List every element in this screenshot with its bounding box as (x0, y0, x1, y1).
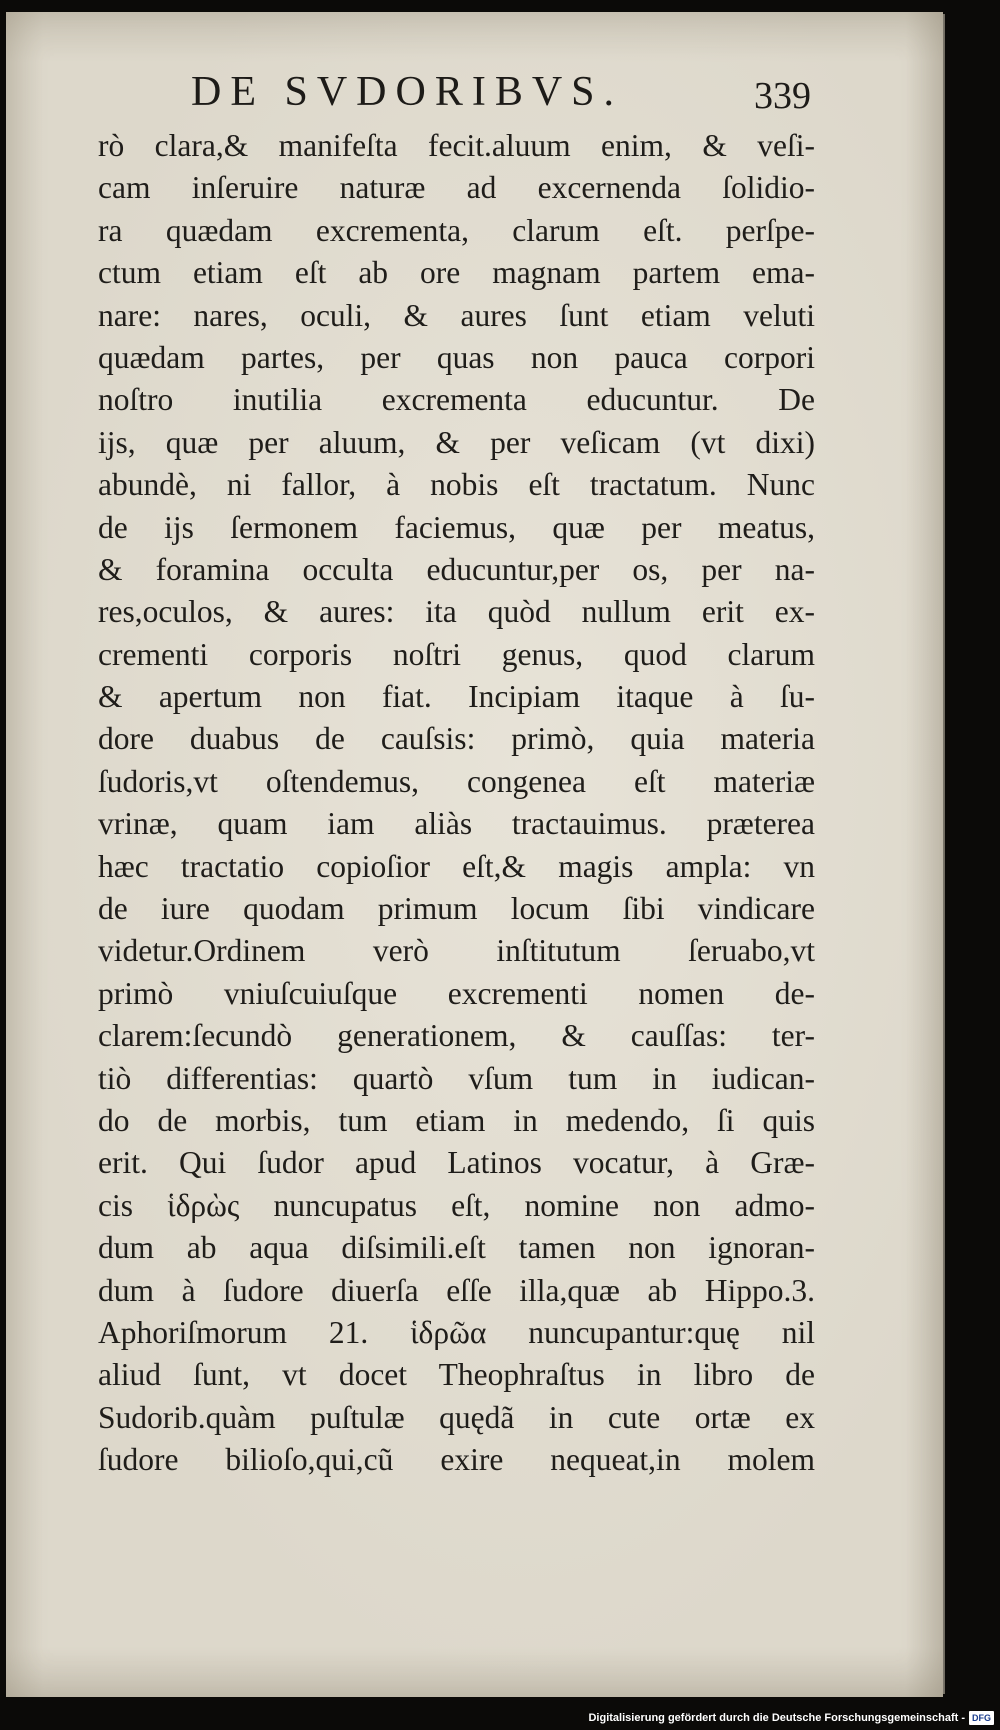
text-line: Sudorib.quàm puſtulæ quędã in cute ortæ ex (98, 1399, 815, 1435)
text-line: videtur.Ordinem verò inſtitutum ſeruabo,vt (98, 933, 815, 969)
book-page (6, 12, 943, 1697)
text-line: dore duabus de cauſsis: primò, quia materia (98, 721, 815, 757)
text-line: primò vniuſcuiuſque excrementi nomen de- (98, 975, 815, 1011)
text-line: hæc tractatio copioſior eſt,& magis ampla: vn (98, 848, 815, 884)
text-line: clarem:ſecundò generationem, & cauſſas: ter- (98, 1018, 815, 1054)
text-line: do de morbis, tum etiam in medendo, ſi quis (98, 1102, 815, 1138)
text-line: nare: nares, oculi, & aures ſunt etiam veluti (98, 297, 815, 333)
text-line: quædam partes, per quas non pauca corpori (98, 339, 815, 375)
funding-credit: Digitalisierung gefördert durch die Deutsche Forschungsgemeinschaft - (588, 1712, 965, 1724)
dfg-logo: DFG (969, 1711, 994, 1725)
text-line: aliud ſunt, vt docet Theophraſtus in libro de (98, 1357, 815, 1393)
text-line: & apertum non fiat. Incipiam itaque à ſu- (98, 679, 815, 715)
text-line: vrinæ, quam iam aliàs tractauimus. præterea (98, 806, 815, 842)
text-line: dum ab aqua diſsimili.eſt tamen non ignoran- (98, 1230, 815, 1266)
text-line: ctum etiam eſt ab ore magnam partem ema- (98, 255, 815, 291)
text-line: ſudoris,vt oſtendemus, congenea eſt materiæ (98, 763, 815, 799)
page-header (6, 62, 943, 122)
body-text (98, 125, 815, 1482)
text-line: erit. Qui ſudor apud Latinos vocatur, à Græ- (98, 1145, 815, 1181)
text-line: Aphoriſmorum 21. ἱδρῶα nuncupantur:quę nil (98, 1314, 815, 1350)
text-line: ſudore bilioſo,qui,cũ exire nequeat,in molem (98, 1442, 815, 1478)
text-line: noſtro inutilia excrementa educuntur. De (98, 382, 815, 418)
text-line: cis ἱδρὼς nuncupatus eſt, nomine non admo- (98, 1187, 815, 1223)
text-line: de iure quodam primum locum ſibi vindicare (98, 891, 815, 927)
text-line: rò clara,& manifeſta fecit.aluum enim, & veſi- (98, 128, 815, 163)
page-number: 339 (754, 75, 811, 117)
running-title: DE SVDORIBVS. (191, 69, 624, 115)
text-line: ra quædam excrementa, clarum eſt. perſpe- (98, 212, 815, 248)
text-line: abundè, ni fallor, à nobis eſt tractatum. Nunc (98, 467, 815, 503)
text-line: res,oculos, & aures: ita quòd nullum erit ex- (98, 594, 815, 630)
text-line: crementi corporis noſtri genus, quod clarum (98, 636, 815, 672)
digitization-footer (588, 1710, 994, 1726)
text-line: & foramina occulta educuntur,per os, per na- (98, 551, 815, 587)
text-line: cam inſeruire naturæ ad excernenda ſolidio- (98, 170, 815, 206)
text-line: tiò differentias: quartò vſum tum in iudican- (98, 1060, 815, 1096)
text-line: dum à ſudore diuerſa eſſe illa,quæ ab Hippo.3. (98, 1272, 815, 1308)
text-line: ijs, quæ per aluum, & per veſicam (vt dixi) (98, 424, 815, 460)
text-line: de ijs ſermonem faciemus, quæ per meatus, (98, 509, 815, 545)
